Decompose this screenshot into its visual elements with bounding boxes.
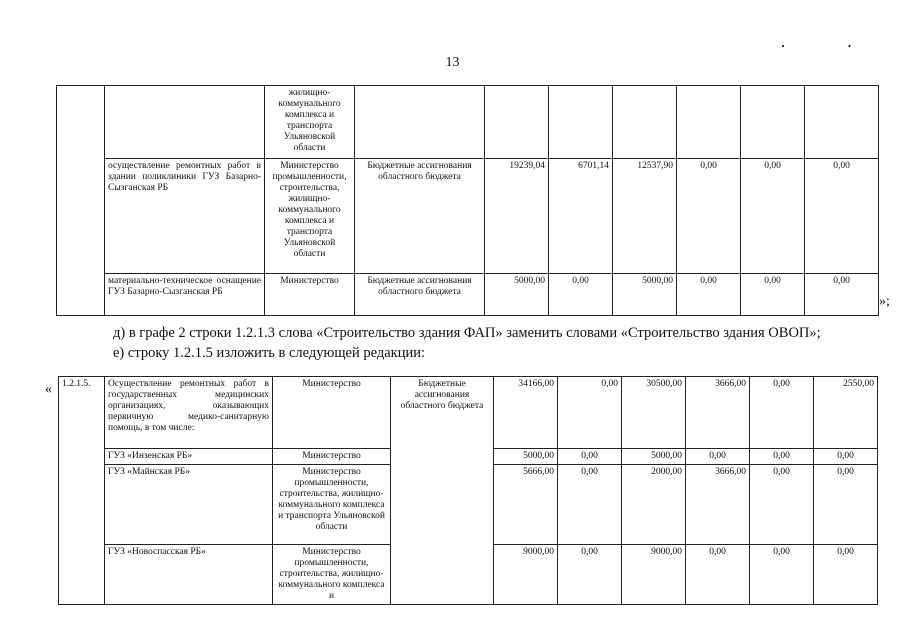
opening-quote: « xyxy=(45,382,52,397)
value-cell: 0,00 xyxy=(750,545,814,605)
value-cell: 30500,00 xyxy=(622,377,686,449)
empty-cell xyxy=(105,86,265,159)
value-cell: 5000,00 xyxy=(622,449,686,465)
empty-cell xyxy=(57,86,105,316)
activity-cell: Осуществление ремонтных работ в государственных медицинских организациях, оказывающих первичную медико-санитарную помощь, в том числе: xyxy=(105,377,273,449)
value-cell: 0,00 xyxy=(558,545,622,605)
ministry-cell: Министерство промышленности, строительства, жилищно-коммунального комплекса и xyxy=(273,545,391,605)
table-row xyxy=(57,274,879,316)
value-cell: 0,00 xyxy=(750,465,814,545)
value-cell: 2000,00 xyxy=(622,465,686,545)
value-cell: 0,00 xyxy=(805,274,879,316)
closing-quote: »; xyxy=(879,294,890,309)
value-cell: 0,00 xyxy=(686,545,750,605)
value-cell: 0,00 xyxy=(558,377,622,449)
table-row xyxy=(57,86,879,159)
paragraph-d: д) в графе 2 строки 1.2.1.3 слова «Строительство здания ФАП» заменить словами «Строительство здания ОВОП»; xyxy=(113,325,821,341)
value-cell: 19239,04 xyxy=(485,159,549,274)
value-cell: 0,00 xyxy=(558,465,622,545)
value-cell: 0,00 xyxy=(558,449,622,465)
value-cell: 0,00 xyxy=(677,159,741,274)
value-cell: 0,00 xyxy=(686,449,750,465)
value-cell: 0,00 xyxy=(750,377,814,449)
table-row xyxy=(59,377,878,449)
activity-cell: материально-техническое оснащение ГУЗ Базарно-Сызганская РБ xyxy=(105,274,265,316)
activity-cell: осуществление ремонтных работ в здании поликлиники ГУЗ Базарно-Сызганская РБ xyxy=(105,159,265,274)
ministry-cell: жилищно-коммунального комплекса и транспорта Ульяновской области xyxy=(265,86,355,159)
value-cell: 34166,00 xyxy=(494,377,558,449)
source-cell: Бюджетные ассигнования областного бюджета xyxy=(355,274,485,316)
value-cell: 3666,00 xyxy=(686,377,750,449)
table-row-1-2-1-5 xyxy=(58,376,878,605)
value-cell: 2550,00 xyxy=(814,377,878,449)
value-cell: 0,00 xyxy=(805,159,879,274)
code-cell: 1.2.1.5. xyxy=(59,377,105,605)
value-cell: 12537,90 xyxy=(613,159,677,274)
ministry-cell: Министерство промышленности, строительства, жилищно-коммунального комплекса и транспорта Ульяновской области xyxy=(273,465,391,545)
source-cell: Бюджетные ассигнования областного бюджета xyxy=(355,159,485,274)
value-cell: 3666,00 xyxy=(686,465,750,545)
value-cell: 5000,00 xyxy=(613,274,677,316)
value-cell: 0,00 xyxy=(677,274,741,316)
value-cell: 0,00 xyxy=(741,159,805,274)
value-cell: 0,00 xyxy=(814,465,878,545)
value-cell: 6701,14 xyxy=(549,159,613,274)
ministry-cell: Министерство xyxy=(273,377,391,449)
page-number: 13 xyxy=(445,55,460,70)
value-cell: 5000,00 xyxy=(485,274,549,316)
value-cell: 0,00 xyxy=(741,274,805,316)
value-cell: 0,00 xyxy=(814,449,878,465)
activity-cell: ГУЗ «Инзенская РБ» xyxy=(105,449,273,465)
value-cell: 5666,00 xyxy=(494,465,558,545)
value-cell: 0,00 xyxy=(750,449,814,465)
value-cell: 0,00 xyxy=(814,545,878,605)
page-marks: · · xyxy=(780,36,881,56)
paragraph-e: е) строку 1.2.1.5 изложить в следующей редакции: xyxy=(113,345,426,361)
source-cell: Бюджетные ассигнования областного бюджета xyxy=(391,377,494,605)
table-row xyxy=(57,159,879,274)
activity-cell: ГУЗ «Майнская РБ» xyxy=(105,465,273,545)
value-cell: 9000,00 xyxy=(622,545,686,605)
value-cell: 9000,00 xyxy=(494,545,558,605)
activity-cell: ГУЗ «Новоспасская РБ» xyxy=(105,545,273,605)
ministry-cell: Министерство промышленности, строительства, жилищно-коммунального комплекса и транспорта Ульяновской области xyxy=(265,159,355,274)
ministry-cell: Министерство xyxy=(273,449,391,465)
table-continuation xyxy=(56,85,879,316)
value-cell: 0,00 xyxy=(549,274,613,316)
value-cell: 5000,00 xyxy=(494,449,558,465)
ministry-cell: Министерство xyxy=(265,274,355,316)
